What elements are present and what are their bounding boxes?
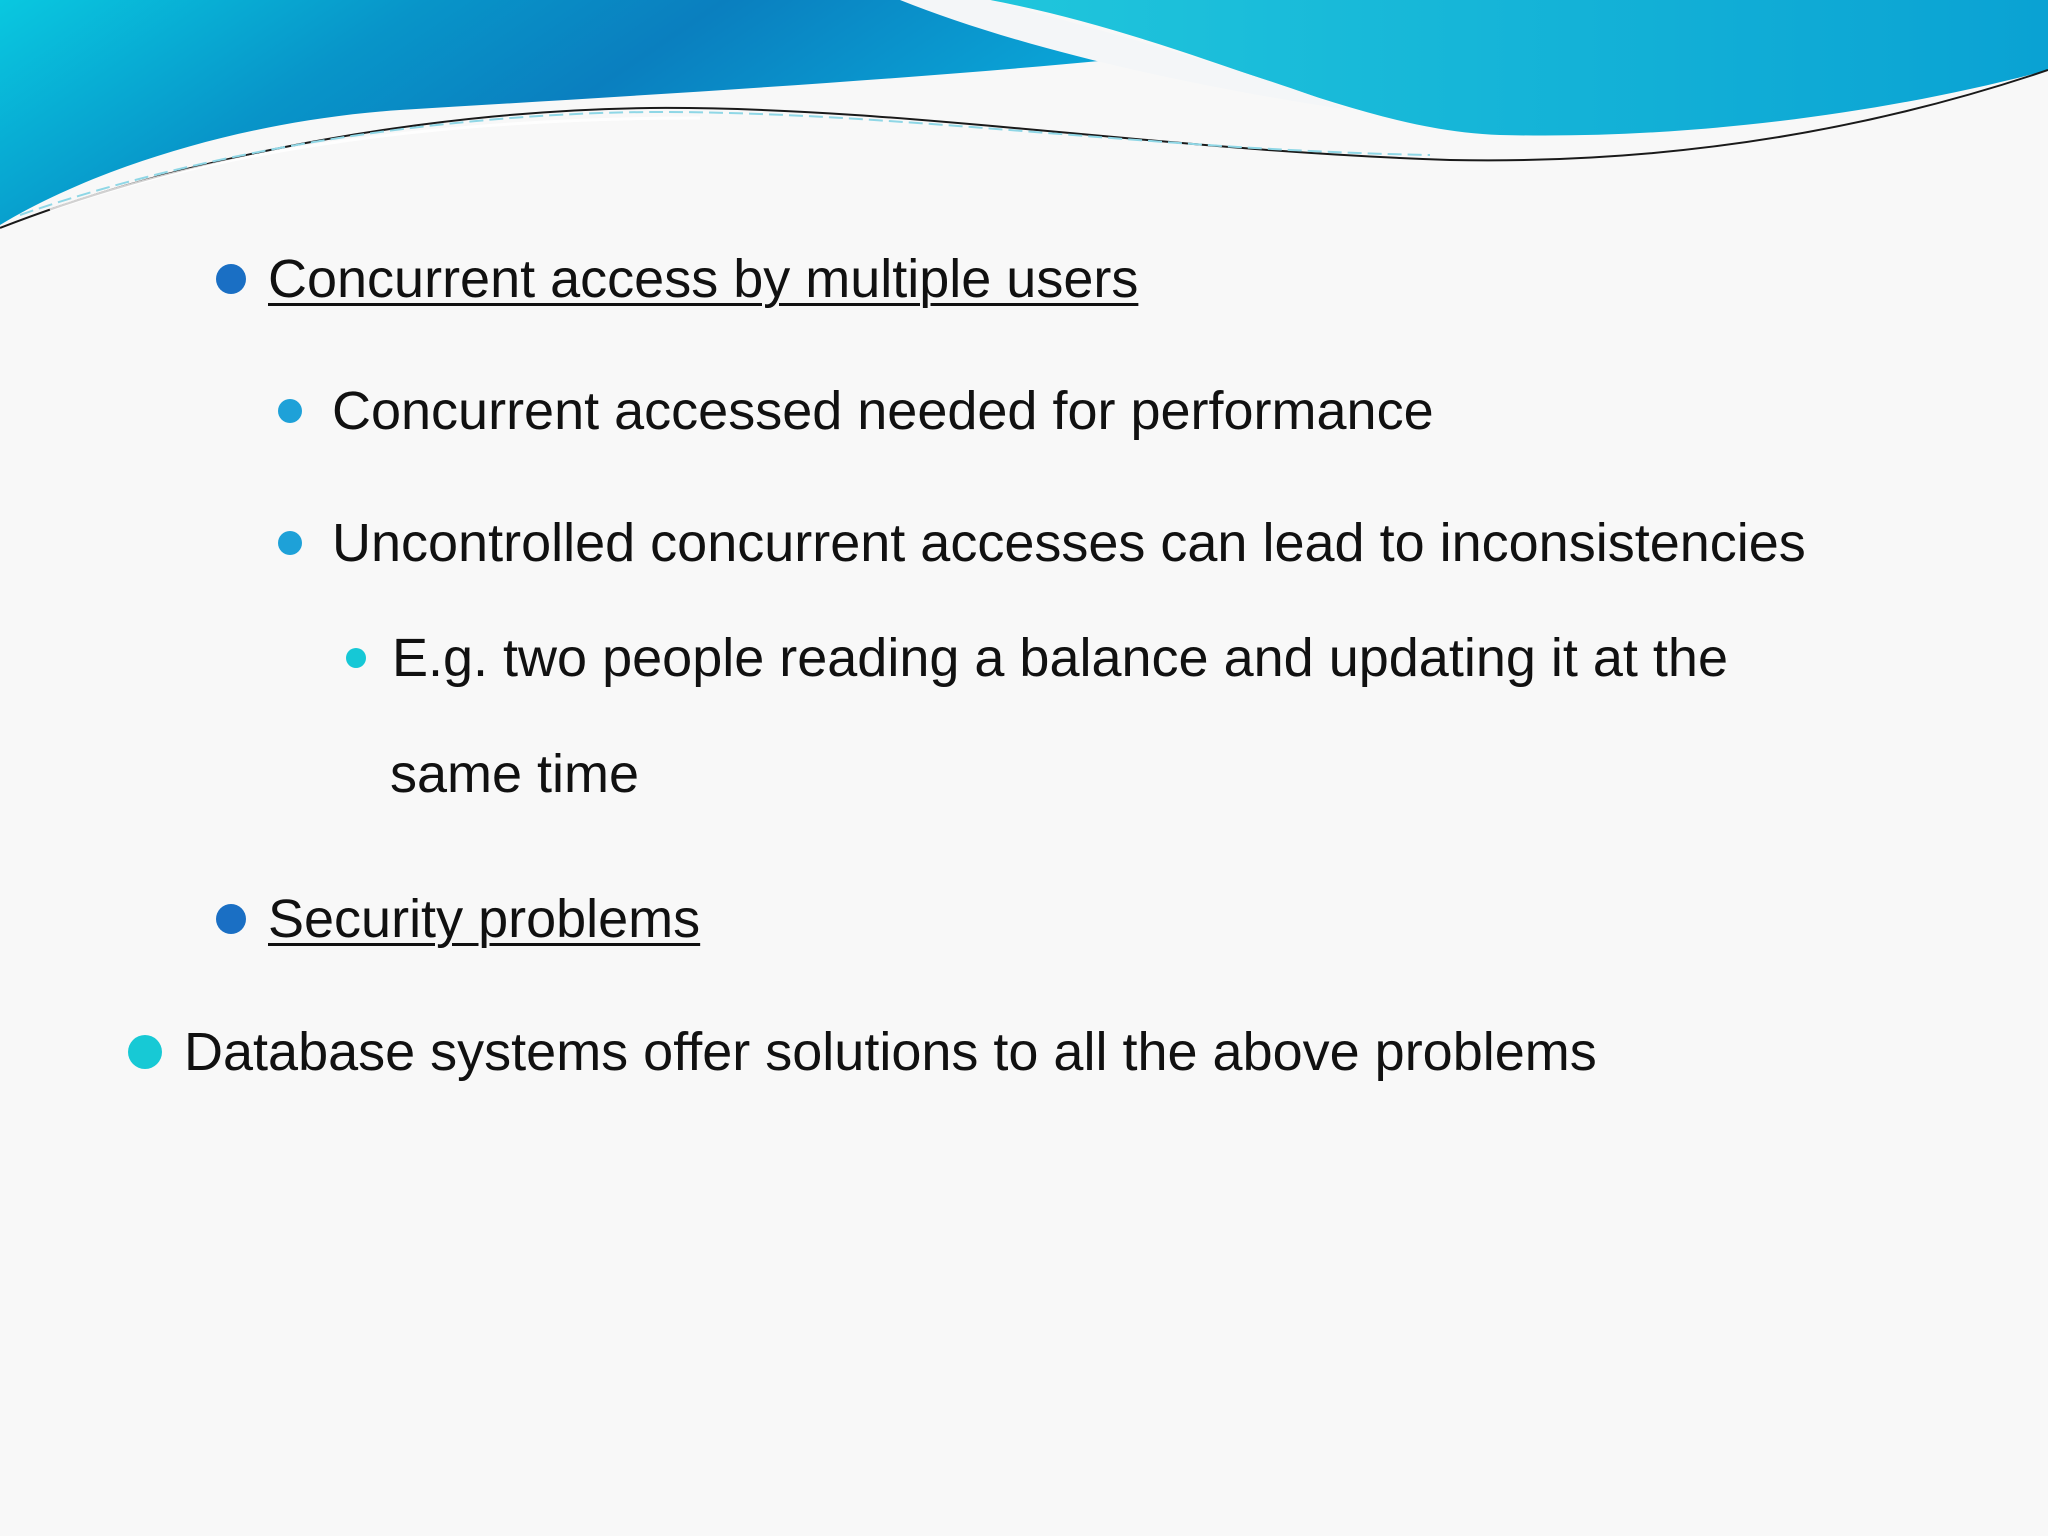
bullet-concurrent-access [216,248,1138,310]
bullet-text: Uncontrolled concurrent accesses can lead to inconsistencies [332,513,1806,573]
bullet-uncontrolled-access [278,512,1806,574]
bullet-text: Security problems [268,889,701,949]
bullet-text: E.g. two people reading a balance and updating it at the [392,628,1728,688]
bullet-security-problems [216,888,700,950]
bullet-dot-icon [278,531,302,555]
bullet-dot-icon [128,1035,162,1069]
bullet-database-solutions [128,1021,1597,1083]
header-wave-decoration [0,0,2048,240]
bullet-text: Concurrent access by multiple users [268,249,1139,309]
bullet-dot-icon [346,648,366,668]
bullet-concurrent-performance [278,380,1434,442]
bullet-example-continuation: same time [390,744,640,804]
bullet-text: Concurrent accessed needed for performance [332,381,1434,441]
bullet-text: Database systems offer solutions to all the above problems [184,1022,1597,1082]
bullet-dot-icon [216,264,246,294]
bullet-dot-icon [216,904,246,934]
bullet-dot-icon [278,399,302,423]
bullet-example-balance [346,627,1728,689]
